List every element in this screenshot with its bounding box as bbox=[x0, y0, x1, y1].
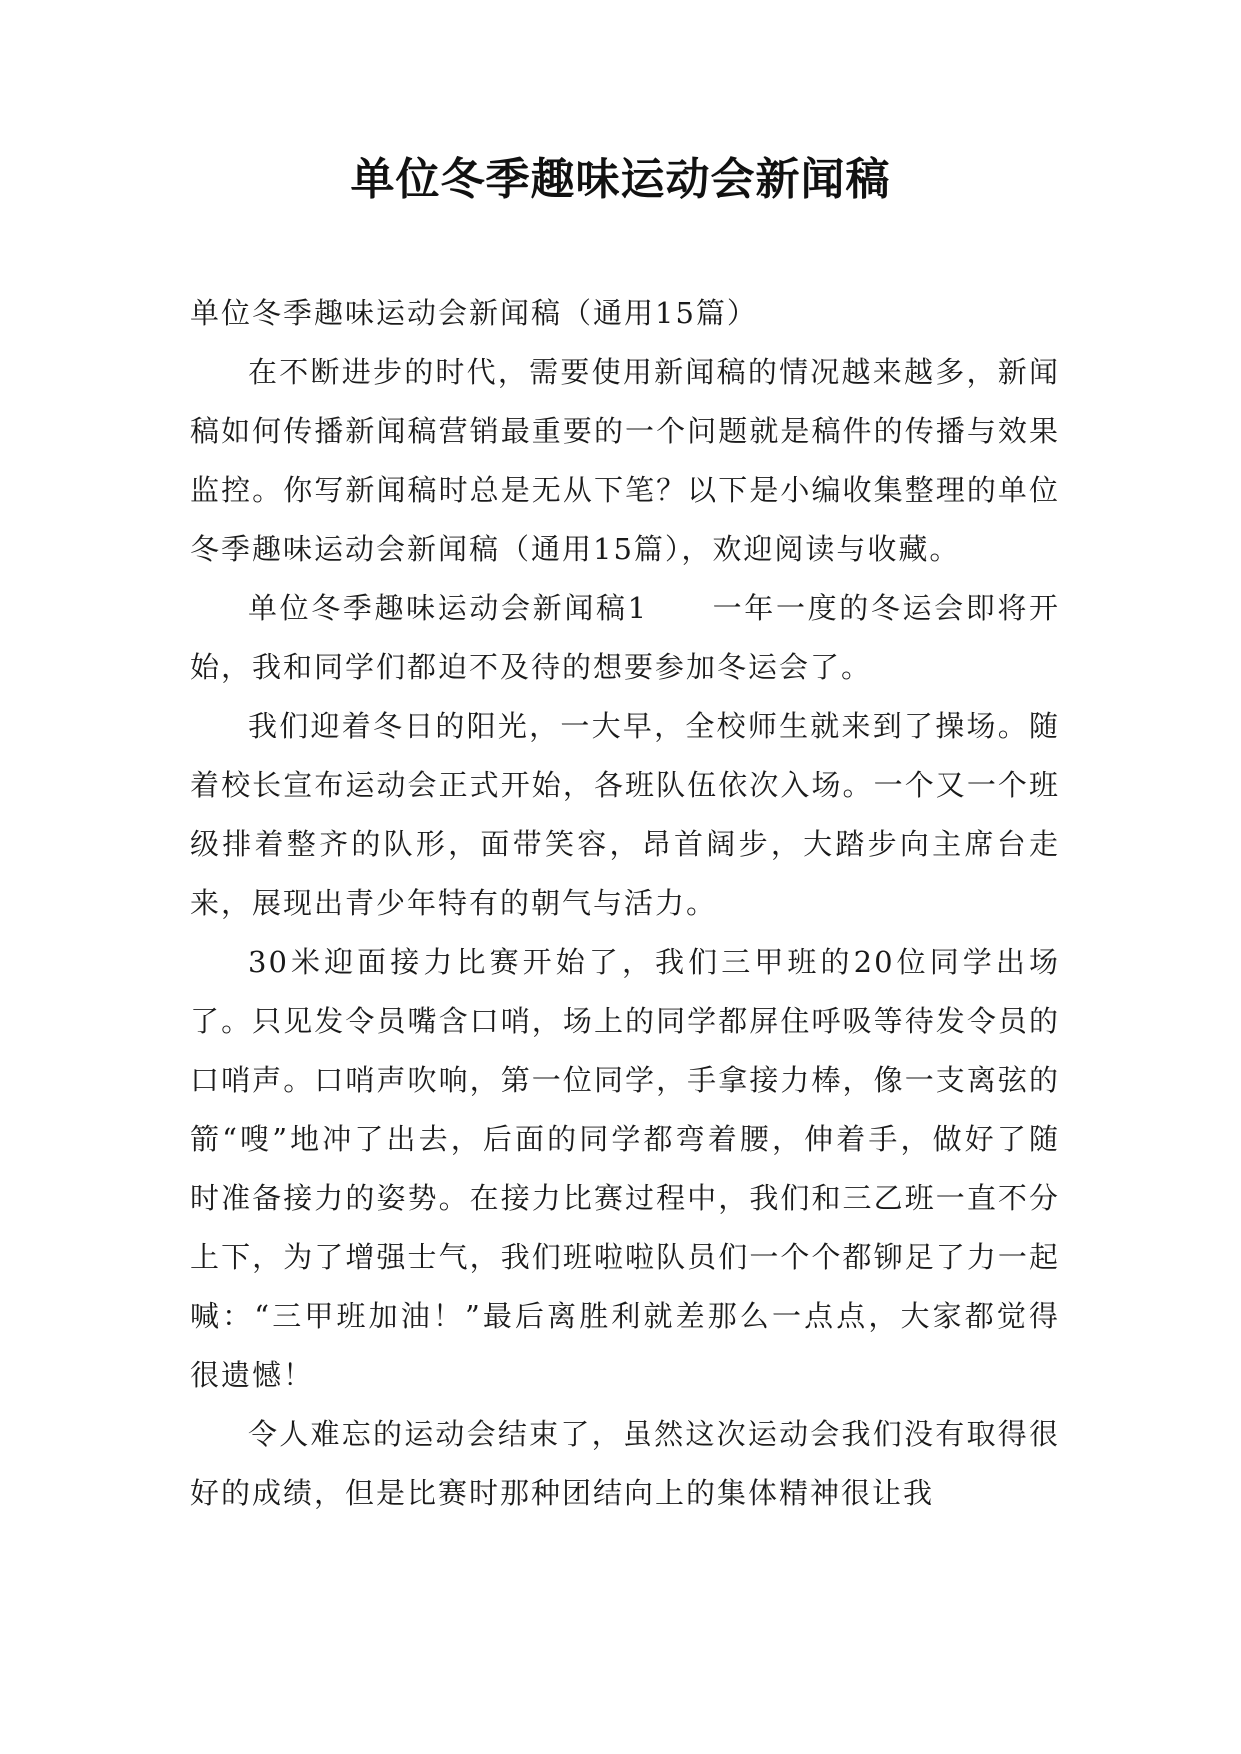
document-subtitle: 单位冬季趣味运动会新闻稿（通用15篇） bbox=[190, 296, 758, 330]
intro-paragraph: 在不断进步的时代，需要使用新闻稿的情况越来越多，新闻稿如何传播新闻稿营销最重要的一个问题就是稿件的传播与效果监控。你写新闻稿时总是无从下笔？以下是小编收集整理的单位冬季趣味运动会新闻稿（通用15篇），欢迎阅读与收藏。 bbox=[190, 355, 1060, 566]
body-paragraph: 令人难忘的运动会结束了，虽然这次运动会我们没有取得很好的成绩，但是比赛时那种团结向上的集体精神很让我 bbox=[190, 1417, 1060, 1510]
section-heading: 单位冬季趣味运动会新闻稿1 bbox=[248, 591, 649, 625]
body-paragraph: 我们迎着冬日的阳光，一大早，全校师生就来到了操场。随着校长宣布运动会正式开始，各班队伍依次入场。一个又一个班级排着整齐的队形，面带笑容，昂首阔步，大踏步向主席台走来，展现出青少年特有的朝气与活力。 bbox=[190, 709, 1060, 920]
body-paragraph: 30米迎面接力比赛开始了，我们三甲班的20位同学出场了。只见发令员嘴含口哨，场上的同学都屏住呼吸等待发令员的口哨声。口哨声吹响，第一位同学，手拿接力棒，像一支离弦的箭“嗖”地冲了出去，后面的同学都弯着腰，伸着手，做好了随时准备接力的姿势。在接力比赛过程中，我们和三乙班一直不分上下，为了增强士气，我们班啦啦队员们一个个都铆足了力一起喊：“三甲班加油！”最后离胜利就差那么一点点，大家都觉得很遗憾！ bbox=[190, 945, 1060, 1392]
section-1-paragraph bbox=[190, 579, 1060, 697]
document-title: 单位冬季趣味运动会新闻稿 bbox=[350, 154, 891, 205]
section-text: 一年一度的冬运会即将开始，我和同学们都迫不及待的想要参加冬运会了。 bbox=[190, 591, 1060, 684]
document-body bbox=[190, 284, 1060, 1523]
